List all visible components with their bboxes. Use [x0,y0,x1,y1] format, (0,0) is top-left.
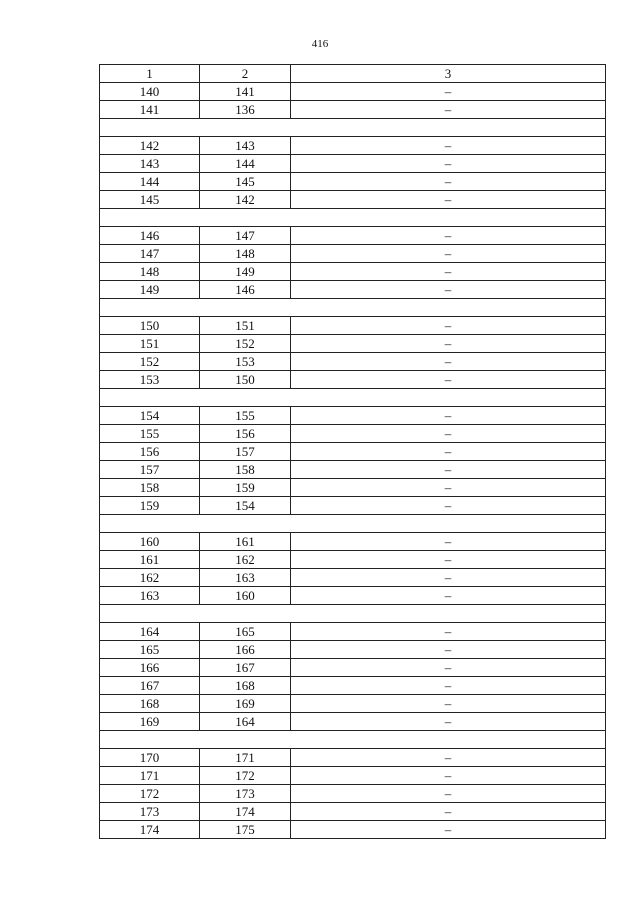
column-header-3: 3 [291,65,606,83]
cell-col-2: 171 [200,749,291,767]
cell-col-2: 150 [200,371,291,389]
table-row [100,785,606,803]
cell-col-2: 164 [200,713,291,731]
cell-col-3: – [291,137,606,155]
cell-col-2: 166 [200,641,291,659]
separator-row [100,119,606,137]
cell-col-1: 141 [100,101,200,119]
cell-col-2: 146 [200,281,291,299]
cell-col-2: 142 [200,191,291,209]
header-row [100,65,606,83]
cell-col-1: 164 [100,623,200,641]
cell-col-1: 152 [100,353,200,371]
cell-col-3: – [291,533,606,551]
table-row [100,425,606,443]
table-body [100,83,606,839]
table-row [100,227,606,245]
cell-col-2: 155 [200,407,291,425]
cell-col-3: – [291,155,606,173]
cell-col-1: 169 [100,713,200,731]
cell-col-1: 170 [100,749,200,767]
cell-col-1: 167 [100,677,200,695]
cell-col-1: 166 [100,659,200,677]
cell-col-2: 161 [200,533,291,551]
cell-col-3: – [291,425,606,443]
cell-col-3: – [291,713,606,731]
separator-row [100,209,606,227]
separator-row [100,731,606,749]
table-row [100,749,606,767]
cell-col-3: – [291,659,606,677]
cell-col-2: 151 [200,317,291,335]
cell-col-3: – [291,749,606,767]
cell-col-1: 165 [100,641,200,659]
cell-col-1: 153 [100,371,200,389]
cell-col-2: 156 [200,425,291,443]
cell-col-3: – [291,101,606,119]
table-row [100,443,606,461]
table-row [100,551,606,569]
cell-col-2: 149 [200,263,291,281]
table-row [100,371,606,389]
cell-col-3: – [291,371,606,389]
separator-row [100,515,606,533]
cell-col-1: 156 [100,443,200,461]
table-row [100,191,606,209]
cell-col-2: 165 [200,623,291,641]
cell-col-2: 174 [200,803,291,821]
cell-col-2: 168 [200,677,291,695]
cell-col-3: – [291,803,606,821]
separator-cell [100,731,606,749]
cell-col-2: 162 [200,551,291,569]
cell-col-3: – [291,569,606,587]
cell-col-1: 158 [100,479,200,497]
cell-col-3: – [291,173,606,191]
cell-col-3: – [291,353,606,371]
cell-col-3: – [291,83,606,101]
cell-col-2: 169 [200,695,291,713]
cell-col-3: – [291,245,606,263]
cell-col-1: 173 [100,803,200,821]
cell-col-2: 175 [200,821,291,839]
cell-col-2: 144 [200,155,291,173]
cell-col-1: 143 [100,155,200,173]
table-row [100,569,606,587]
cell-col-3: – [291,677,606,695]
cell-col-3: – [291,785,606,803]
cell-col-1: 150 [100,317,200,335]
cell-col-2: 153 [200,353,291,371]
table-row [100,263,606,281]
table-row [100,695,606,713]
table-row [100,353,606,371]
cell-col-3: – [291,335,606,353]
table-row [100,533,606,551]
cell-col-3: – [291,551,606,569]
cell-col-1: 171 [100,767,200,785]
cell-col-3: – [291,587,606,605]
cell-col-3: – [291,317,606,335]
cell-col-3: – [291,767,606,785]
cell-col-3: – [291,443,606,461]
cell-col-3: – [291,227,606,245]
cell-col-1: 174 [100,821,200,839]
table-row [100,587,606,605]
cell-col-2: 154 [200,497,291,515]
separator-row [100,605,606,623]
cell-col-2: 163 [200,569,291,587]
table-row [100,803,606,821]
table-row [100,677,606,695]
table-row [100,659,606,677]
cell-col-1: 154 [100,407,200,425]
table-row [100,245,606,263]
separator-cell [100,209,606,227]
data-table [99,64,606,839]
cell-col-2: 148 [200,245,291,263]
cell-col-3: – [291,479,606,497]
cell-col-2: 159 [200,479,291,497]
cell-col-1: 151 [100,335,200,353]
cell-col-2: 160 [200,587,291,605]
cell-col-1: 161 [100,551,200,569]
table-row [100,407,606,425]
cell-col-3: – [291,641,606,659]
table-row [100,461,606,479]
cell-col-1: 160 [100,533,200,551]
separator-cell [100,299,606,317]
cell-col-3: – [291,623,606,641]
cell-col-2: 167 [200,659,291,677]
cell-col-1: 149 [100,281,200,299]
table-row [100,623,606,641]
cell-col-3: – [291,281,606,299]
table-row [100,479,606,497]
separator-row [100,389,606,407]
cell-col-3: – [291,497,606,515]
table-row [100,335,606,353]
cell-col-1: 159 [100,497,200,515]
cell-col-1: 145 [100,191,200,209]
separator-cell [100,605,606,623]
cell-col-1: 146 [100,227,200,245]
cell-col-2: 147 [200,227,291,245]
cell-col-1: 144 [100,173,200,191]
cell-col-3: – [291,461,606,479]
separator-cell [100,515,606,533]
cell-col-2: 136 [200,101,291,119]
cell-col-1: 140 [100,83,200,101]
page-number: 416 [311,38,329,50]
cell-col-1: 162 [100,569,200,587]
table-row [100,821,606,839]
cell-col-3: – [291,407,606,425]
table-row [100,317,606,335]
table-row [100,155,606,173]
separator-cell [100,119,606,137]
cell-col-2: 173 [200,785,291,803]
separator-cell [100,389,606,407]
cell-col-1: 168 [100,695,200,713]
cell-col-1: 142 [100,137,200,155]
cell-col-1: 148 [100,263,200,281]
cell-col-2: 152 [200,335,291,353]
cell-col-2: 145 [200,173,291,191]
cell-col-2: 141 [200,83,291,101]
table-row [100,767,606,785]
cell-col-1: 172 [100,785,200,803]
table-row [100,497,606,515]
cell-col-2: 157 [200,443,291,461]
cell-col-1: 155 [100,425,200,443]
cell-col-2: 158 [200,461,291,479]
cell-col-2: 143 [200,137,291,155]
column-header-1: 1 [100,65,200,83]
table-row [100,641,606,659]
cell-col-3: – [291,821,606,839]
cell-col-3: – [291,191,606,209]
cell-col-1: 163 [100,587,200,605]
cell-col-1: 157 [100,461,200,479]
table-row [100,101,606,119]
table-row [100,281,606,299]
cell-col-3: – [291,263,606,281]
table-row [100,173,606,191]
cell-col-1: 147 [100,245,200,263]
separator-row [100,299,606,317]
table-row [100,83,606,101]
table-row [100,713,606,731]
table-row [100,137,606,155]
column-header-2: 2 [200,65,291,83]
cell-col-3: – [291,695,606,713]
cell-col-2: 172 [200,767,291,785]
